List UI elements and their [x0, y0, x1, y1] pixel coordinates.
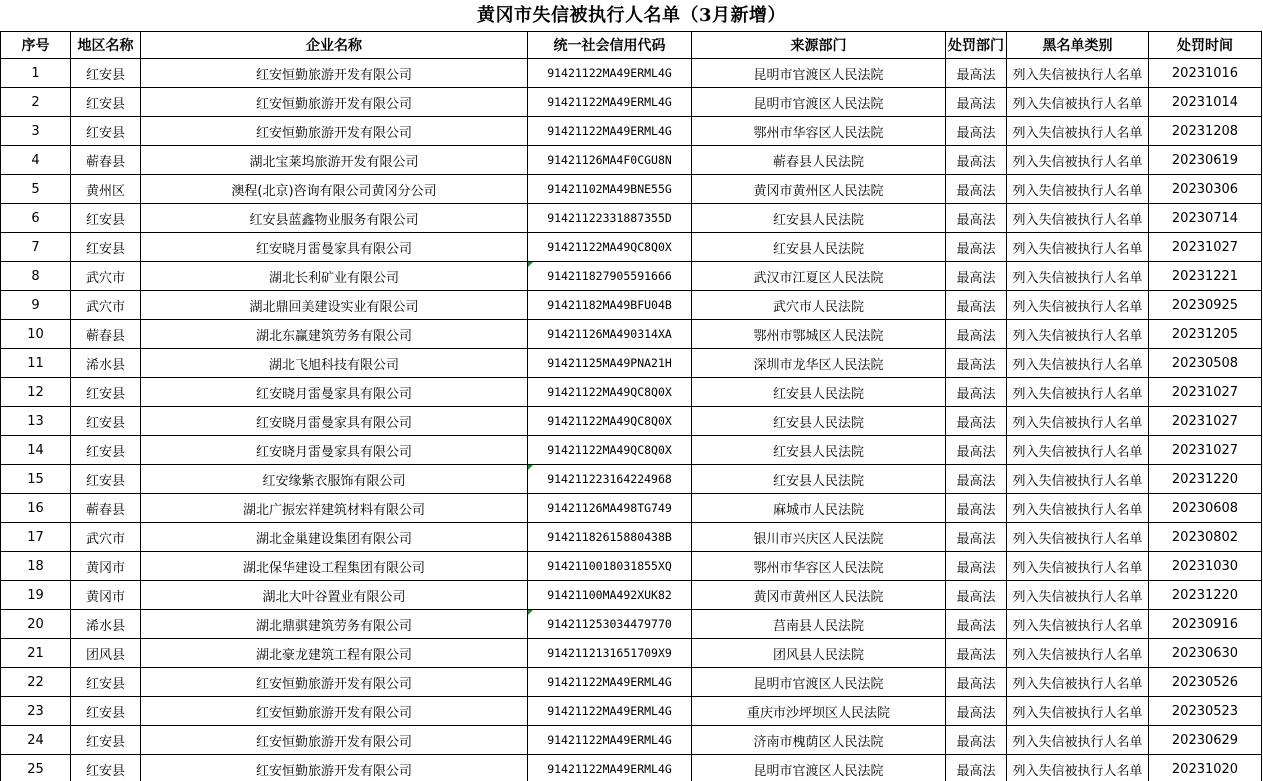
cell-company[interactable]: 湖北保华建设工程集团有限公司 — [141, 552, 528, 581]
cell-index[interactable]: 10 — [1, 320, 71, 349]
cell-source-dept[interactable]: 黄冈市黄州区人民法院 — [692, 581, 946, 610]
cell-index[interactable]: 17 — [1, 523, 71, 552]
cell-credit-code[interactable]: 914211223164224968 — [528, 465, 692, 494]
cell-penalty-dept[interactable]: 最高法 — [946, 204, 1007, 233]
cell-credit-code[interactable]: 91421126MA498TG749 — [528, 494, 692, 523]
cell-penalty-dept[interactable]: 最高法 — [946, 581, 1007, 610]
cell-company[interactable]: 湖北长利矿业有限公司 — [141, 262, 528, 291]
table-row — [1, 726, 1262, 755]
cell-region[interactable]: 红安县 — [71, 407, 141, 436]
cell-region[interactable]: 红安县 — [71, 233, 141, 262]
cell-region[interactable]: 红安县 — [71, 88, 141, 117]
cell-source-dept[interactable]: 蕲春县人民法院 — [692, 146, 946, 175]
cell-index[interactable]: 14 — [1, 436, 71, 465]
cell-penalty-date[interactable]: 20230508 — [1149, 349, 1262, 378]
cell-credit-code[interactable]: 91421182MA49BFU04B — [528, 291, 692, 320]
table-row — [1, 175, 1262, 204]
header-cell-credit-code[interactable]: 统一社会信用代码 — [528, 32, 692, 59]
cell-credit-code[interactable]: 91421122MA49QC8Q0X — [528, 233, 692, 262]
cell-index[interactable]: 25 — [1, 755, 71, 781]
cell-company[interactable]: 湖北广振宏祥建筑材料有限公司 — [141, 494, 528, 523]
cell-source-dept[interactable]: 鄂州市华容区人民法院 — [692, 117, 946, 146]
cell-company[interactable]: 红安县蓝鑫物业服务有限公司 — [141, 204, 528, 233]
cell-blacklist-type[interactable]: 列入失信被执行人名单 — [1007, 146, 1149, 175]
cell-source-dept[interactable]: 深圳市龙华区人民法院 — [692, 349, 946, 378]
cell-credit-code[interactable]: 914211253034479770 — [528, 610, 692, 639]
cell-penalty-date[interactable]: 20231027 — [1149, 436, 1262, 465]
cell-region[interactable]: 红安县 — [71, 697, 141, 726]
cell-blacklist-type[interactable]: 列入失信被执行人名单 — [1007, 697, 1149, 726]
cell-region[interactable]: 红安县 — [71, 465, 141, 494]
blacklist-table — [0, 31, 1262, 781]
table-row — [1, 668, 1262, 697]
sheet-title: 黄冈市失信被执行人名单（3月新增） — [476, 5, 787, 26]
cell-penalty-date[interactable]: 20230802 — [1149, 523, 1262, 552]
cell-index[interactable]: 2 — [1, 88, 71, 117]
cell-index[interactable]: 13 — [1, 407, 71, 436]
cell-penalty-date[interactable]: 20231220 — [1149, 465, 1262, 494]
cell-index[interactable]: 7 — [1, 233, 71, 262]
cell-company[interactable]: 红安晓月雷曼家具有限公司 — [141, 407, 528, 436]
table-row — [1, 697, 1262, 726]
cell-source-dept[interactable]: 团风县人民法院 — [692, 639, 946, 668]
cell-penalty-date[interactable]: 20230714 — [1149, 204, 1262, 233]
table-row — [1, 146, 1262, 175]
cell-penalty-dept[interactable]: 最高法 — [946, 349, 1007, 378]
cell-source-dept[interactable]: 鄂州市鄂城区人民法院 — [692, 320, 946, 349]
table-row — [1, 755, 1262, 781]
cell-source-dept[interactable]: 银川市兴庆区人民法院 — [692, 523, 946, 552]
cell-company[interactable]: 湖北鼎回美建设实业有限公司 — [141, 291, 528, 320]
cell-penalty-dept[interactable]: 最高法 — [946, 378, 1007, 407]
cell-source-dept[interactable]: 昆明市官渡区人民法院 — [692, 755, 946, 781]
header-cell-company[interactable]: 企业名称 — [141, 32, 528, 59]
cell-credit-code[interactable]: 91421122MA49ERML4G — [528, 726, 692, 755]
cell-company[interactable]: 湖北金巢建设集团有限公司 — [141, 523, 528, 552]
cell-source-dept[interactable]: 济南市槐荫区人民法院 — [692, 726, 946, 755]
table-row — [1, 117, 1262, 146]
cell-blacklist-type[interactable]: 列入失信被执行人名单 — [1007, 378, 1149, 407]
cell-penalty-date[interactable]: 20230608 — [1149, 494, 1262, 523]
cell-blacklist-type[interactable]: 列入失信被执行人名单 — [1007, 291, 1149, 320]
cell-blacklist-type[interactable]: 列入失信被执行人名单 — [1007, 639, 1149, 668]
cell-company[interactable]: 红安恒勤旅游开发有限公司 — [141, 668, 528, 697]
cell-region[interactable]: 红安县 — [71, 668, 141, 697]
cell-blacklist-type[interactable]: 列入失信被执行人名单 — [1007, 88, 1149, 117]
cell-penalty-dept[interactable]: 最高法 — [946, 320, 1007, 349]
cell-blacklist-type[interactable]: 列入失信被执行人名单 — [1007, 204, 1149, 233]
cell-penalty-dept[interactable]: 最高法 — [946, 726, 1007, 755]
cell-source-dept[interactable]: 昆明市官渡区人民法院 — [692, 668, 946, 697]
cell-penalty-date[interactable]: 20231221 — [1149, 262, 1262, 291]
cell-penalty-dept[interactable]: 最高法 — [946, 552, 1007, 581]
cell-penalty-date[interactable]: 20230925 — [1149, 291, 1262, 320]
cell-blacklist-type[interactable]: 列入失信被执行人名单 — [1007, 349, 1149, 378]
cell-source-dept[interactable]: 武穴市人民法院 — [692, 291, 946, 320]
cell-index[interactable]: 8 — [1, 262, 71, 291]
table-row — [1, 407, 1262, 436]
cell-source-dept[interactable]: 昆明市官渡区人民法院 — [692, 88, 946, 117]
cell-penalty-dept[interactable]: 最高法 — [946, 494, 1007, 523]
cell-company[interactable]: 湖北鼎骐建筑劳务有限公司 — [141, 610, 528, 639]
cell-credit-code[interactable]: 91421100MA492XUK82 — [528, 581, 692, 610]
header-cell-source-dept[interactable]: 来源部门 — [692, 32, 946, 59]
cell-region[interactable]: 团风县 — [71, 639, 141, 668]
cell-source-dept[interactable]: 昆明市官渡区人民法院 — [692, 59, 946, 88]
cell-region[interactable]: 红安县 — [71, 204, 141, 233]
table-row — [1, 436, 1262, 465]
cell-credit-code[interactable]: 91421126MA490314XA — [528, 320, 692, 349]
cell-penalty-dept[interactable]: 最高法 — [946, 146, 1007, 175]
cell-company[interactable]: 红安恒勤旅游开发有限公司 — [141, 88, 528, 117]
header-cell-index[interactable]: 序号 — [1, 32, 71, 59]
cell-blacklist-type[interactable]: 列入失信被执行人名单 — [1007, 233, 1149, 262]
table-row — [1, 204, 1262, 233]
table-row — [1, 233, 1262, 262]
table-row — [1, 349, 1262, 378]
cell-source-dept[interactable]: 鄂州市华容区人民法院 — [692, 552, 946, 581]
cell-source-dept[interactable]: 红安县人民法院 — [692, 233, 946, 262]
cell-index[interactable]: 9 — [1, 291, 71, 320]
cell-region[interactable]: 红安县 — [71, 755, 141, 781]
cell-penalty-dept[interactable]: 最高法 — [946, 436, 1007, 465]
cell-blacklist-type[interactable]: 列入失信被执行人名单 — [1007, 175, 1149, 204]
cell-region[interactable]: 蕲春县 — [71, 320, 141, 349]
cell-penalty-date[interactable]: 20231208 — [1149, 117, 1262, 146]
cell-penalty-date[interactable]: 20230629 — [1149, 726, 1262, 755]
table-row — [1, 378, 1262, 407]
cell-blacklist-type[interactable]: 列入失信被执行人名单 — [1007, 668, 1149, 697]
cell-company[interactable]: 红安晓月雷曼家具有限公司 — [141, 378, 528, 407]
cell-penalty-dept[interactable]: 最高法 — [946, 233, 1007, 262]
cell-index[interactable]: 18 — [1, 552, 71, 581]
cell-source-dept[interactable]: 重庆市沙坪坝区人民法院 — [692, 697, 946, 726]
cell-penalty-dept[interactable]: 最高法 — [946, 59, 1007, 88]
cell-index[interactable]: 20 — [1, 610, 71, 639]
cell-region[interactable]: 武穴市 — [71, 523, 141, 552]
cell-blacklist-type[interactable]: 列入失信被执行人名单 — [1007, 436, 1149, 465]
cell-region[interactable]: 武穴市 — [71, 262, 141, 291]
header-cell-penalty-date[interactable]: 处罚时间 — [1149, 32, 1262, 59]
cell-penalty-dept[interactable]: 最高法 — [946, 88, 1007, 117]
cell-credit-code[interactable]: 91421122MA49ERML4G — [528, 668, 692, 697]
cell-credit-code[interactable]: 91421122MA49QC8Q0X — [528, 407, 692, 436]
cell-blacklist-type[interactable]: 列入失信被执行人名单 — [1007, 465, 1149, 494]
cell-blacklist-type[interactable]: 列入失信被执行人名单 — [1007, 117, 1149, 146]
cell-penalty-dept[interactable]: 最高法 — [946, 262, 1007, 291]
table-row — [1, 610, 1262, 639]
cell-penalty-dept[interactable]: 最高法 — [946, 407, 1007, 436]
cell-credit-code[interactable]: 91421122MA49ERML4G — [528, 117, 692, 146]
cell-index[interactable]: 1 — [1, 59, 71, 88]
cell-company[interactable]: 湖北大叶谷置业有限公司 — [141, 581, 528, 610]
cell-blacklist-type[interactable]: 列入失信被执行人名单 — [1007, 262, 1149, 291]
cell-region[interactable]: 黄州区 — [71, 175, 141, 204]
cell-penalty-date[interactable]: 20230523 — [1149, 697, 1262, 726]
cell-penalty-dept[interactable]: 最高法 — [946, 668, 1007, 697]
cell-source-dept[interactable]: 黄冈市黄州区人民法院 — [692, 175, 946, 204]
cell-index[interactable]: 6 — [1, 204, 71, 233]
cell-blacklist-type[interactable]: 列入失信被执行人名单 — [1007, 581, 1149, 610]
cell-blacklist-type[interactable]: 列入失信被执行人名单 — [1007, 523, 1149, 552]
cell-index[interactable]: 3 — [1, 117, 71, 146]
cell-source-dept[interactable]: 麻城市人民法院 — [692, 494, 946, 523]
cell-region[interactable]: 浠水县 — [71, 349, 141, 378]
cell-credit-code[interactable]: 91421122MA49ERML4G — [528, 697, 692, 726]
cell-penalty-dept[interactable]: 最高法 — [946, 117, 1007, 146]
cell-company[interactable]: 红安恒勤旅游开发有限公司 — [141, 755, 528, 781]
cell-credit-code[interactable]: 91421122331887355D — [528, 204, 692, 233]
cell-credit-code[interactable]: 91421182615880438B — [528, 523, 692, 552]
cell-source-dept[interactable]: 红安县人民法院 — [692, 378, 946, 407]
cell-credit-code[interactable]: 914211827905591666 — [528, 262, 692, 291]
cell-penalty-date[interactable]: 20231027 — [1149, 378, 1262, 407]
header-cell-penalty-dept[interactable]: 处罚部门 — [946, 32, 1007, 59]
cell-credit-code[interactable]: 91421122MA49ERML4G — [528, 59, 692, 88]
cell-blacklist-type[interactable]: 列入失信被执行人名单 — [1007, 59, 1149, 88]
cell-source-dept[interactable]: 莒南县人民法院 — [692, 610, 946, 639]
cell-region[interactable]: 浠水县 — [71, 610, 141, 639]
cell-region[interactable]: 蕲春县 — [71, 494, 141, 523]
cell-source-dept[interactable]: 红安县人民法院 — [692, 465, 946, 494]
cell-credit-code[interactable]: 91421122MA49ERML4G — [528, 755, 692, 781]
cell-penalty-dept[interactable]: 最高法 — [946, 291, 1007, 320]
cell-company[interactable]: 红安恒勤旅游开发有限公司 — [141, 726, 528, 755]
table-row — [1, 262, 1262, 291]
cell-index[interactable]: 23 — [1, 697, 71, 726]
cell-region[interactable]: 武穴市 — [71, 291, 141, 320]
header-row — [1, 32, 1262, 59]
cell-credit-code[interactable]: 9142112131651709X9 — [528, 639, 692, 668]
cell-penalty-date[interactable]: 20230630 — [1149, 639, 1262, 668]
cell-index[interactable]: 12 — [1, 378, 71, 407]
cell-region[interactable]: 蕲春县 — [71, 146, 141, 175]
cell-source-dept[interactable]: 红安县人民法院 — [692, 436, 946, 465]
cell-index[interactable]: 19 — [1, 581, 71, 610]
cell-penalty-dept[interactable]: 最高法 — [946, 523, 1007, 552]
cell-penalty-date[interactable]: 20231030 — [1149, 552, 1262, 581]
cell-region[interactable]: 红安县 — [71, 436, 141, 465]
cell-penalty-dept[interactable]: 最高法 — [946, 639, 1007, 668]
cell-penalty-date[interactable]: 20231205 — [1149, 320, 1262, 349]
cell-penalty-date[interactable]: 20230916 — [1149, 610, 1262, 639]
cell-company[interactable]: 红安缘紫衣服饰有限公司 — [141, 465, 528, 494]
cell-company[interactable]: 澳程(北京)咨询有限公司黄冈分公司 — [141, 175, 528, 204]
cell-penalty-date[interactable]: 20230526 — [1149, 668, 1262, 697]
table-row — [1, 59, 1262, 88]
cell-blacklist-type[interactable]: 列入失信被执行人名单 — [1007, 726, 1149, 755]
cell-penalty-dept[interactable]: 最高法 — [946, 465, 1007, 494]
cell-credit-code[interactable]: 91421126MA4F0CGU8N — [528, 146, 692, 175]
cell-index[interactable]: 21 — [1, 639, 71, 668]
cell-penalty-dept[interactable]: 最高法 — [946, 610, 1007, 639]
table-row — [1, 494, 1262, 523]
cell-penalty-date[interactable]: 20231220 — [1149, 581, 1262, 610]
cell-credit-code[interactable]: 91421125MA49PNA21H — [528, 349, 692, 378]
table-row — [1, 320, 1262, 349]
cell-company[interactable]: 湖北豪龙建筑工程有限公司 — [141, 639, 528, 668]
cell-company[interactable]: 红安恒勤旅游开发有限公司 — [141, 117, 528, 146]
cell-penalty-dept[interactable]: 最高法 — [946, 755, 1007, 781]
cell-index[interactable]: 15 — [1, 465, 71, 494]
table-body — [1, 59, 1262, 781]
cell-penalty-date[interactable]: 20231027 — [1149, 407, 1262, 436]
cell-region[interactable]: 红安县 — [71, 378, 141, 407]
cell-credit-code[interactable]: 91421122MA49ERML4G — [528, 88, 692, 117]
cell-source-dept[interactable]: 红安县人民法院 — [692, 407, 946, 436]
header-cell-blacklist-type[interactable]: 黑名单类别 — [1007, 32, 1149, 59]
cell-region[interactable]: 红安县 — [71, 59, 141, 88]
cell-company[interactable]: 红安恒勤旅游开发有限公司 — [141, 697, 528, 726]
cell-company[interactable]: 红安晓月雷曼家具有限公司 — [141, 233, 528, 262]
cell-index[interactable]: 5 — [1, 175, 71, 204]
cell-blacklist-type[interactable]: 列入失信被执行人名单 — [1007, 755, 1149, 781]
cell-blacklist-type[interactable]: 列入失信被执行人名单 — [1007, 320, 1149, 349]
cell-index[interactable]: 11 — [1, 349, 71, 378]
cell-index[interactable]: 22 — [1, 668, 71, 697]
table-row — [1, 581, 1262, 610]
cell-company[interactable]: 湖北飞旭科技有限公司 — [141, 349, 528, 378]
cell-region[interactable]: 红安县 — [71, 117, 141, 146]
cell-region[interactable]: 红安县 — [71, 726, 141, 755]
cell-credit-code[interactable]: 9142110018031855XQ — [528, 552, 692, 581]
table-row — [1, 88, 1262, 117]
table-row — [1, 639, 1262, 668]
cell-credit-code[interactable]: 91421102MA49BNE55G — [528, 175, 692, 204]
header-cell-region[interactable]: 地区名称 — [71, 32, 141, 59]
cell-index[interactable]: 4 — [1, 146, 71, 175]
cell-penalty-date[interactable]: 20231014 — [1149, 88, 1262, 117]
cell-penalty-date[interactable]: 20231027 — [1149, 233, 1262, 262]
cell-penalty-date[interactable]: 20231016 — [1149, 59, 1262, 88]
cell-company[interactable]: 湖北宝莱坞旅游开发有限公司 — [141, 146, 528, 175]
table-row — [1, 291, 1262, 320]
cell-penalty-date[interactable]: 20231020 — [1149, 755, 1262, 781]
cell-region[interactable]: 黄冈市 — [71, 552, 141, 581]
cell-blacklist-type[interactable]: 列入失信被执行人名单 — [1007, 407, 1149, 436]
table-row — [1, 552, 1262, 581]
cell-blacklist-type[interactable]: 列入失信被执行人名单 — [1007, 494, 1149, 523]
cell-blacklist-type[interactable]: 列入失信被执行人名单 — [1007, 610, 1149, 639]
cell-penalty-dept[interactable]: 最高法 — [946, 697, 1007, 726]
cell-blacklist-type[interactable]: 列入失信被执行人名单 — [1007, 552, 1149, 581]
cell-credit-code[interactable]: 91421122MA49QC8Q0X — [528, 436, 692, 465]
cell-company[interactable]: 湖北东赢建筑劳务有限公司 — [141, 320, 528, 349]
cell-source-dept[interactable]: 红安县人民法院 — [692, 204, 946, 233]
cell-company[interactable]: 红安恒勤旅游开发有限公司 — [141, 59, 528, 88]
cell-source-dept[interactable]: 武汉市江夏区人民法院 — [692, 262, 946, 291]
table-row — [1, 465, 1262, 494]
table-row — [1, 523, 1262, 552]
cell-company[interactable]: 红安晓月雷曼家具有限公司 — [141, 436, 528, 465]
cell-index[interactable]: 16 — [1, 494, 71, 523]
cell-penalty-date[interactable]: 20230619 — [1149, 146, 1262, 175]
cell-penalty-date[interactable]: 20230306 — [1149, 175, 1262, 204]
cell-index[interactable]: 24 — [1, 726, 71, 755]
cell-region[interactable]: 黄冈市 — [71, 581, 141, 610]
cell-penalty-dept[interactable]: 最高法 — [946, 175, 1007, 204]
cell-credit-code[interactable]: 91421122MA49QC8Q0X — [528, 378, 692, 407]
